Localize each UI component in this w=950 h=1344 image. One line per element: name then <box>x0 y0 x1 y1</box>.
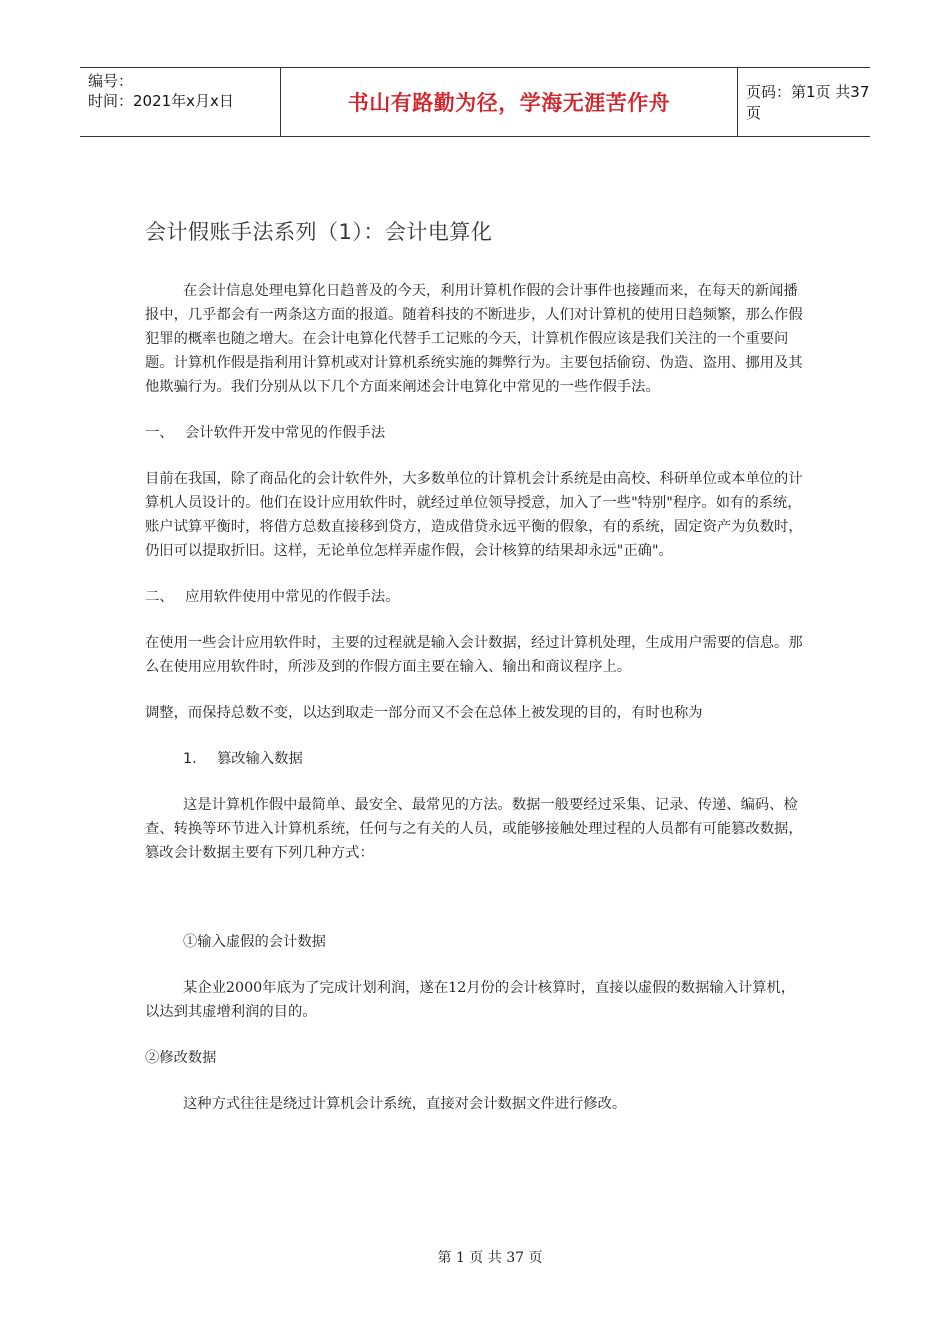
header-meta <box>88 71 278 111</box>
section-title: 应用软件使用中常见的作假手法。 <box>185 589 400 605</box>
page-footer: 第 1 页 共 37 页 <box>437 1250 543 1266</box>
section2-paragraph: 在使用一些会计应用软件时，主要的过程就是输入会计数据，经过计算机处理，生成用户需要的信息。那么在使用应用软件时，所涉及到的作假方面主要在输入、输出和商议程序上。 <box>145 635 803 675</box>
header-slogan: 书山有路勤为径，学海无涯苦作舟 <box>280 68 738 136</box>
spacer <box>145 887 805 930</box>
section-heading-1 <box>145 421 805 445</box>
adjust-paragraph: 调整，而保持总数不变，以达到取走一部分而又不会在总体上被发现的目的，有时也称为 <box>145 705 703 721</box>
subitem-heading-1: ①输入虚假的会计数据 <box>183 934 326 950</box>
time-label: 时间：2021年x月x日 <box>88 92 234 110</box>
section-number: 二、 <box>145 589 174 605</box>
intro-paragraph: 在会计信息处理电算化日趋普及的今天，利用计算机作假的会计事件也接踵而来，在每天的新闻播报中，几乎都会有一两条这方面的报道。随着科技的不断进步，人们对计算机的使用日趋频繁，那么作假犯罪的概率也随之增大。在会计电算化代替手工记账的今天，计算机作假应该是我们关注的一个重要问题。计算机作假是指利用计算机或对计算机系统实施的舞弊行为。主要包括偷窃、伪造、盗用、挪用及其他欺骗行为。我们分别从以下几个方面来阐述会计电算化中常见的一些作假手法。 <box>145 283 803 395</box>
document-body <box>145 279 805 1138</box>
header-page-info: 页码：第1页 共37页 <box>746 83 870 122</box>
section1-paragraph: 目前在我国，除了商品化的会计软件外，大多数单位的计算机会计系统是由高校、科研单位或本单位的计算机人员设计的。他们在设计应用软件时，就经过单位领导授意，加入了一些"特别"程序。如有的系统，账户试算平衡时，将借方总数直接移到贷方，造成借贷永远平衡的假象，有的系统，固定资产为负数时，仍旧可以提取折旧。这样，无论单位怎样弄虚作假，会计核算的结果却永远"正确"。 <box>145 471 803 559</box>
sub1-paragraph: 某企业2000年底为了完成计划利润，遂在12月份的会计核算时，直接以虚假的数据输入计算机，以达到其虚增利润的目的。 <box>145 980 796 1020</box>
document-title: 会计假账手法系列（1）：会计电算化 <box>145 220 493 244</box>
section-number: 一、 <box>145 425 174 441</box>
section-heading-2 <box>145 585 805 609</box>
item-number: 1. <box>183 751 197 767</box>
subitem-heading-2: ②修改数据 <box>145 1050 217 1066</box>
item-title: 篡改输入数据 <box>217 751 303 767</box>
section-title: 会计软件开发中常见的作假手法 <box>185 425 386 441</box>
item1-paragraph: 这是计算机作假中最简单、最安全、最常见的方法。数据一般要经过采集、记录、传递、编码、检查、转换等环节进入计算机系统，任何与之有关的人员，或能够接触处理过程的人员都有可能篡改数据，篡改会计数据主要有下列几种方式： <box>145 797 803 861</box>
item-heading-1 <box>145 747 805 771</box>
page-header <box>80 67 870 137</box>
number-label: 编号： <box>88 72 134 90</box>
sub2-paragraph: 这种方式往往是绕过计算机会计系统，直接对会计数据文件进行修改。 <box>183 1096 627 1112</box>
